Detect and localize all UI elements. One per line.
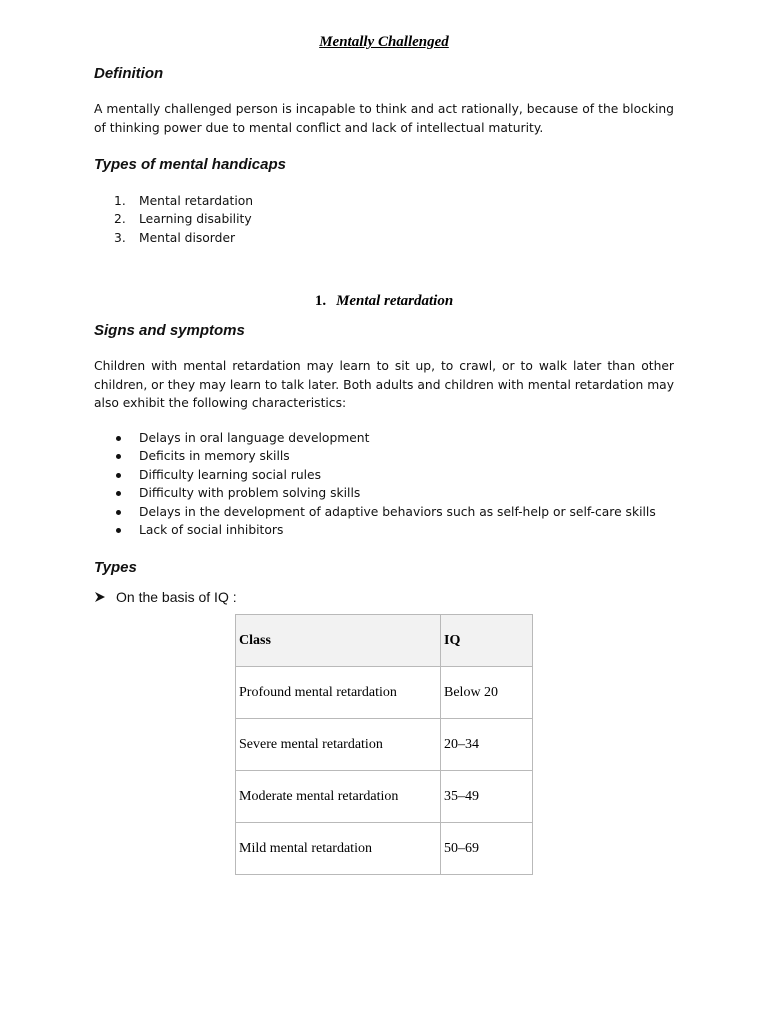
iq-table bbox=[235, 614, 533, 875]
list-item-label: Delays in the development of adaptive behaviors such as self-help or self-care skills bbox=[139, 504, 656, 519]
list-item-label: Mental disorder bbox=[139, 230, 236, 245]
list-item bbox=[114, 229, 253, 247]
table-cell: Below 20 bbox=[441, 667, 533, 719]
list-item-label: Mental retardation bbox=[139, 194, 254, 208]
bullet-icon bbox=[116, 454, 121, 459]
list-item bbox=[114, 503, 656, 521]
list-item-label: Delays in oral language development bbox=[139, 431, 370, 445]
table-row bbox=[236, 771, 533, 823]
bullet-icon bbox=[116, 510, 121, 515]
table-cell: Severe mental retardation bbox=[236, 719, 441, 771]
signs-text: Children with mental retardation may learn to sit up, to crawl, or to walk later than other children, or they may learn to talk later. Both adults and children with mental retardation may also exhibit the following characteristics: bbox=[94, 359, 674, 410]
table-cell: Moderate mental retardation bbox=[236, 771, 441, 823]
table-row bbox=[236, 667, 533, 719]
symptoms-list bbox=[114, 429, 656, 539]
list-item-label: Difficulty with problem solving skills bbox=[139, 486, 361, 501]
table-row bbox=[236, 719, 533, 771]
handicaps-list bbox=[114, 192, 253, 247]
bullet-icon bbox=[116, 436, 121, 441]
table-cell: Mild mental retardation bbox=[236, 823, 441, 875]
list-item-label: Learning disability bbox=[139, 212, 252, 227]
list-number: 1. bbox=[114, 194, 126, 208]
definition-text: A mentally challenged person is incapable to think and act rationally, because of the blocking of thinking power due to mental conflict and lack of intellectual maturity. bbox=[94, 102, 674, 135]
table-header-row bbox=[236, 615, 533, 667]
page-title: Mentally Challenged bbox=[319, 34, 449, 50]
list-item bbox=[114, 210, 253, 228]
table-header-cell: IQ bbox=[441, 615, 533, 667]
basis-line bbox=[94, 589, 237, 605]
table-cell: 50–69 bbox=[441, 823, 533, 875]
table-cell: 35–49 bbox=[441, 771, 533, 823]
bullet-icon bbox=[116, 491, 121, 496]
section-number: 1. bbox=[314, 293, 327, 309]
list-number: 2. bbox=[114, 212, 126, 227]
list-item-label: Lack of social inhibitors bbox=[139, 523, 284, 538]
list-item bbox=[114, 521, 656, 539]
list-number: 3. bbox=[114, 230, 126, 245]
section-heading bbox=[0, 293, 768, 310]
list-item bbox=[114, 466, 656, 484]
table-cell: 20–34 bbox=[441, 719, 533, 771]
table-row bbox=[236, 823, 533, 875]
section-title-text: Mental retardation bbox=[336, 293, 454, 309]
arrow-bullet-icon bbox=[94, 589, 116, 605]
list-item bbox=[114, 192, 253, 210]
definition-heading: Definition bbox=[94, 65, 164, 82]
types-heading: Types bbox=[94, 559, 137, 576]
types-of-handicaps-heading: Types of mental handicaps bbox=[94, 156, 286, 173]
bullet-icon bbox=[116, 528, 121, 533]
list-item-label: Difficulty learning social rules bbox=[139, 467, 322, 482]
bullet-icon bbox=[116, 473, 121, 478]
list-item bbox=[114, 447, 656, 465]
table-cell: Profound mental retardation bbox=[236, 667, 441, 719]
list-item bbox=[114, 429, 656, 447]
table-header-cell: Class bbox=[236, 615, 441, 667]
basis-text: On the basis of IQ : bbox=[116, 589, 237, 605]
signs-heading: Signs and symptoms bbox=[94, 322, 245, 339]
list-item bbox=[114, 484, 656, 502]
list-item-label: Deficits in memory skills bbox=[139, 449, 290, 464]
